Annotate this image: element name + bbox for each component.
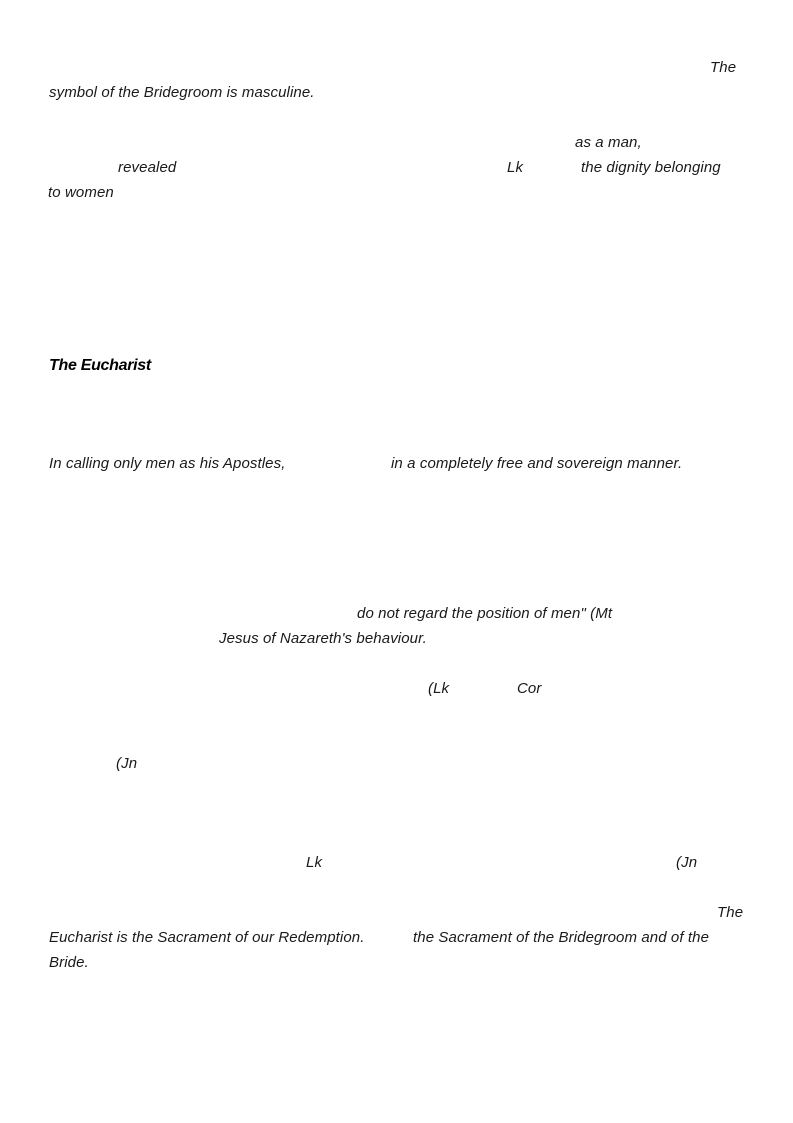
text-fragment: (Jn	[676, 854, 698, 871]
text-fragment: The	[717, 904, 744, 921]
text-fragment: The	[710, 59, 737, 76]
text-fragment: symbol of the Bridegroom is masculine.	[49, 84, 315, 101]
section-heading: The Eucharist	[49, 357, 151, 374]
text-fragment: revealed	[118, 159, 177, 176]
text-fragment: in a completely free and sovereign manner.	[391, 455, 683, 472]
text-fragment: Cor	[517, 680, 542, 697]
text-fragment: the dignity belonging	[581, 159, 721, 176]
text-fragment: as a man,	[575, 134, 642, 151]
text-fragment: Bride.	[49, 954, 89, 971]
text-fragment: In calling only men as his Apostles,	[49, 455, 286, 472]
text-fragment: do not regard the position of men" (Mt	[357, 605, 613, 622]
text-fragment: Lk	[306, 854, 323, 871]
text-fragment: (Jn	[116, 755, 138, 772]
text-fragment: (Lk	[428, 680, 450, 697]
text-fragment: the Sacrament of the Bridegroom and of the	[413, 929, 710, 946]
text-fragment: Lk	[507, 159, 524, 176]
text-fragment: to women	[48, 184, 114, 201]
text-fragment: Eucharist is the Sacrament of our Redemption.	[49, 929, 365, 946]
text-fragment: Jesus of Nazareth's behaviour.	[219, 630, 427, 647]
